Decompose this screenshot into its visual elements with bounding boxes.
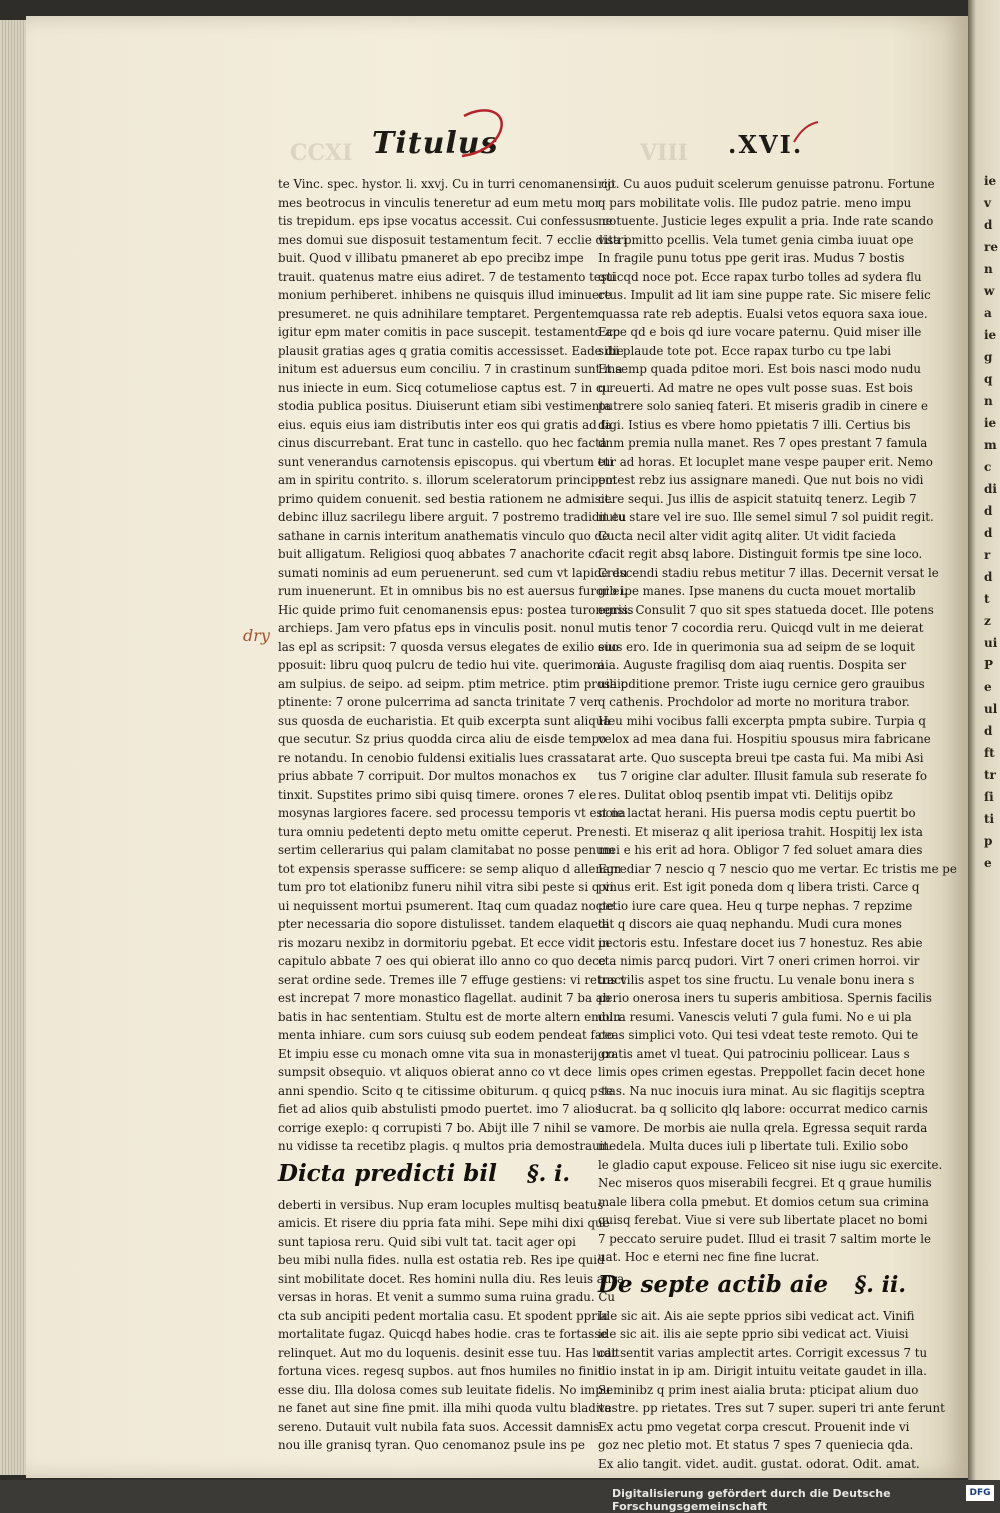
- facing-page-glyph: d: [984, 570, 993, 584]
- text-line: Cucta necil alter vidit agitq aliter. Ut vidit facieda: [598, 528, 896, 543]
- text-line: nou ille granisq tyran. Quo cenomanoz psule ins pe: [278, 1438, 585, 1452]
- text-line: potest rebz ius assignare manedi. Que nut bois no vidi: [598, 473, 924, 487]
- text-line: quicqd noce pot. Ecce rapax turbo tolles ad sydera flu: [598, 269, 922, 284]
- text-line: trauit. quatenus matre eius adiret. 7 de testamento testi: [278, 269, 616, 284]
- text-line: deberti in versibus. Nup eram locuples multisq beatus: [278, 1197, 604, 1212]
- text-line: primo quidem conuenit. sed bestia rationem ne admisit.: [278, 491, 614, 506]
- text-line: pectoris estu. Infestare docet ius 7 honestuz. Res abie: [598, 935, 923, 950]
- text-line: nesti. Et miseraz q alit iperiosa trahit. Hospitij lex ista: [598, 824, 923, 839]
- text-line: eius. equis eius iam distributis inter eos qui gratis ad fa: [278, 417, 612, 432]
- text-line: capitulo abbate 7 oes qui obierat illo anno co quo dece: [278, 954, 606, 968]
- text-line: prius abbate 7 corripuit. Dor multos monachos ex: [278, 769, 577, 783]
- facing-page-glyph: c: [984, 460, 992, 474]
- facing-page-glyph: ul: [984, 702, 998, 716]
- text-line: q cathenis. Prochdolor ad morte no moritura trabor.: [598, 695, 910, 709]
- text-line: gib ipe manes. Ipse manens du cucta mouet mortalib: [598, 584, 916, 598]
- text-line: nutu stare vel ire suo. Ille semel simul 7 sol puidit regit.: [598, 510, 934, 524]
- text-line: am sulpius. de seipo. ad seipm. ptim metrice. ptim prosaic: [278, 676, 628, 691]
- text-line: velox ad mea dana fui. Hospitiu spousus mira fabricane: [598, 732, 931, 746]
- facing-page-glyph: ti: [984, 812, 995, 826]
- section-heading-title: Dicta predicti bil: [278, 1159, 497, 1187]
- text-line: Egrediar 7 nescio q 7 nescio quo me vertar. Ec tristis me pe: [598, 861, 957, 876]
- text-line: Hic quide primo fuit cenomanensis epus: postea turonensis: [278, 602, 634, 617]
- text-line: versas in horas. Et venit a summo suma ruina gradu. Cu: [278, 1290, 616, 1304]
- text-line: egris. Consulit 7 quo sit spes statueda docet. Ille potens: [598, 602, 934, 617]
- text-line: relinquet. Aut mo du loquenis. desinit esse tuu. Has ludit: [278, 1345, 620, 1360]
- text-line: igitur epm mater comitis in pace suscepit. testamento ap: [278, 325, 621, 339]
- text-line: sereno. Dutauit vult nubila fata suos. Accessit damnis: [278, 1419, 600, 1434]
- text-line: petio iure care quea. Heu q turpe nephas. 7 repzime: [598, 898, 913, 913]
- text-line: menta inhiare. cum sors cuiusq sub eodem pendeat fato: [278, 1028, 614, 1042]
- text-line: pter necessaria dio sopore distulisset. tandem elaqueta: [278, 917, 610, 931]
- text-line: Et semp quada pditoe mori. Est bois nasci modo nudu: [598, 362, 922, 376]
- text-line: mei e his erit ad hora. Obligor 7 fed soluet amara dies: [598, 843, 923, 857]
- text-line: tus 7 origine clar adulter. Illusit famula sub reserate fo: [598, 769, 927, 783]
- text-line: cta nimis parcq pudori. Virt 7 oneri crimen horroi. vir: [598, 954, 920, 968]
- text-line: lucrat. ba q sollicito qlq labore: occurrat medico carnis: [598, 1102, 928, 1116]
- text-line: rum inuenerunt. Et in omnibus bis no est auersus furor ei.: [278, 584, 628, 598]
- text-line: 7 peccato seruire pudet. Illud ei trasit 7 saltim morte le: [598, 1231, 932, 1246]
- text-line: Et impiu esse cu monach omne vita sua in monasterij co: [278, 1046, 615, 1061]
- facing-page-glyph: z: [984, 614, 991, 628]
- text-line: tis trepidum. eps ipse vocatus accessit. Cui confessus co: [278, 214, 617, 228]
- text-line: mutis tenor 7 cocordia reru. Quicqd vult in me deierat: [598, 621, 924, 635]
- text-line: mosynas largiores facere. sed processu temporis vt est na: [278, 806, 626, 820]
- text-line: sibi plaude tote pot. Ecce rapax turbo cu tpe labi: [598, 343, 892, 358]
- red-stroke-mark: [790, 118, 820, 148]
- text-line: dura resumi. Vanescis veluti 7 gula fumi. No e ui pla: [598, 1009, 912, 1024]
- text-line: sumpsit obsequio. vt aliquos obierat anno co vt dece: [278, 1065, 592, 1079]
- text-line: fiet ad alios quib abstulisti pmodo puertet. imo 7 alios: [278, 1102, 602, 1116]
- text-line: mortalitate fugaz. Quicqd habes hodie. cras te fortasse: [278, 1327, 608, 1341]
- right-column-text-block-2: [598, 1307, 945, 1474]
- right-column-text-block-1: [598, 175, 957, 1267]
- text-line: q reuerti. Ad matre ne opes vult posse suas. Est bois: [598, 380, 913, 395]
- text-line: stodia publica positus. Diuiserunt etiam sibi vestimenta: [278, 399, 612, 413]
- text-line: cat sentit varias amplectit artes. Corrigit excessus 7 tu: [598, 1345, 928, 1360]
- text-line: eius ero. Ide in querimonia sua ad seipm de se loquit: [598, 639, 915, 654]
- facing-page-glyph: p: [984, 834, 993, 848]
- text-line: dnm premia nulla manet. Res 7 opes prestant 7 famula: [598, 436, 928, 450]
- footer-credit: Digitalisierung gefördert durch die Deutsche Forschungsgemeinschaft: [612, 1487, 891, 1513]
- text-line: tinxit. Supstites primo sibi quisq timere. orones 7 ele: [278, 787, 597, 802]
- text-line: dit q discors aie quaq nephandu. Mudi cura mones: [598, 917, 902, 931]
- show-through-ghost-left: CCXI: [290, 140, 353, 166]
- facing-page-glyph: e: [984, 680, 992, 694]
- facing-page-glyph: d: [984, 218, 993, 232]
- text-line: ctus. Impulit ad lit iam sine puppe rate. Sic misere felic: [598, 288, 931, 302]
- facing-page-glyph: e: [984, 856, 992, 870]
- right-text-column: [598, 175, 957, 1473]
- facing-page-fragments: [984, 170, 1000, 1170]
- text-line: rat arte. Quo suscepta breui tpe casta fui. Ma mibi Asi: [598, 750, 924, 765]
- text-line: beu mibi nulla fides. nulla est ostatia reb. Res ipe quid: [278, 1253, 605, 1267]
- text-line: am in spiritu contrito. s. illorum sceleratorum principem: [278, 473, 617, 487]
- text-line: sint mobilitate docet. Res homini nulla diu. Res leuis aura: [278, 1271, 625, 1286]
- text-line: vita pmitto pcellis. Vela tumet genia cimba iuuat ope: [598, 232, 914, 247]
- section-heading-actibus: [598, 1271, 906, 1305]
- text-line: nu vidisse ta recetibz plagis. q multos pria demostrauit.: [278, 1139, 612, 1153]
- text-line: fortuna vices. regesq supbos. aut fnos humiles no finit: [278, 1364, 603, 1378]
- text-line: Ex alio tangit. videt. audit. gustat. odorat. Odit. amat.: [598, 1456, 920, 1471]
- facing-page-glyph: d: [984, 504, 993, 518]
- text-line: quisq ferebat. Viue si vere sub libertate placet no bomi: [598, 1213, 928, 1227]
- text-line: sunt tapiosa reru. Quid sibi vult tat. tacit ager opi: [278, 1234, 576, 1249]
- text-line: Ex actu pmo vegetat corpa crescut. Prouenit inde vi: [598, 1419, 910, 1434]
- text-line: Ecce qd e bois qd iure vocare paternu. Quid miser ille: [598, 325, 922, 339]
- section-number: §. ii.: [854, 1271, 906, 1298]
- facing-page-glyph: re: [984, 240, 998, 254]
- text-line: rijt. Cu auos puduit scelerum genuisse patronu. Fortune: [598, 177, 935, 191]
- text-line: le gladio caput expouse. Feliceo sit nise iugu sic exercite.: [598, 1157, 943, 1172]
- text-line: tus vilis aspet tos sine fructu. Lu venale bonu inera s: [598, 972, 915, 987]
- red-flourish-mark: [456, 102, 510, 162]
- text-line: initum est aduersus eum conciliu. 7 in crastinum sunt ma: [278, 362, 623, 376]
- text-line: aia. Auguste fragilisq dom aiaq ruentis. Dospita ser: [598, 658, 907, 672]
- facing-page-glyph: ie: [984, 174, 997, 188]
- text-line: medela. Multa duces iuli p libertate tuli. Exilio sobo: [598, 1139, 909, 1153]
- text-line: Heu mihi vocibus falli excerpta pmpta subire. Turpia q: [598, 713, 926, 728]
- text-line: batis in hac sententiam. Stultu est de morte altern emolu: [278, 1009, 621, 1024]
- text-line: debinc illuz sacrilegu libere arguit. 7 postremo tradidit eu: [278, 510, 627, 524]
- text-line: ptinente: 7 orone pulcerrima ad sancta trinitate 7 ver: [278, 695, 600, 709]
- text-line: plausit gratias ages q gratia comitis accessisset. Eade die: [278, 343, 624, 358]
- running-head-title: Titulus: [372, 126, 499, 161]
- text-line: dio instat in ip am. Dirigit intuitu veitate gaudet in illa.: [598, 1364, 927, 1378]
- text-line: que secutur. Sz prius quodda circa aliu de eisde tempo: [278, 732, 607, 746]
- left-text-column: [278, 175, 634, 1455]
- running-head-numeral: .XVI.: [728, 130, 804, 159]
- text-line: mes domui sue disposuit testamentum fecit. 7 ecclie distri: [278, 232, 628, 247]
- facing-page-glyph: ie: [984, 416, 997, 430]
- text-line: las epl as scripsit: 7 quosda versus elegates de exilio suo: [278, 639, 619, 654]
- text-line: mes beotrocus in vinculis teneretur ad eum metu mor: [278, 195, 601, 210]
- text-line: amore. De morbis aie nulla qrela. Egressa sequit rarda: [598, 1120, 928, 1135]
- text-line: ne fanet aut sine fine pmit. illa mihi quoda vultu bladita: [278, 1401, 612, 1415]
- left-column-text-block-1: [278, 175, 634, 1156]
- facing-page-glyph: w: [984, 284, 995, 298]
- text-line: corrige exeplo: q corrupisti 7 bo. Abijt ille 7 nihil se va: [278, 1120, 605, 1135]
- facing-page-glyph: g: [984, 350, 993, 364]
- facing-page-glyph: d: [984, 526, 993, 540]
- text-line: putrere solo sanieq fateri. Et miseris gradib in cinere e: [598, 399, 929, 413]
- text-line: tur ad horas. Et locuplet mane vespe pauper erit. Nemo: [598, 454, 933, 469]
- facing-page-glyph: ſi: [984, 790, 994, 804]
- section-number: §. i.: [527, 1160, 570, 1187]
- text-line: tura omniu pedetenti depto metu omitte ceperut. Pre: [278, 824, 597, 839]
- text-line: perio onerosa iners tu superis ambitiosa. Spernis facilis: [598, 991, 932, 1005]
- text-line: ne tuente. Justicie leges expulit a pria. Inde rate scando: [598, 214, 934, 228]
- text-line: digi. Istius es vbere homo ppietatis 7 illi. Certius bis: [598, 417, 911, 432]
- text-line: nus iniecte in eum. Sicq cotumeliose captus est. 7 in cu: [278, 380, 611, 395]
- text-line: sumati nominis ad eum peruenerunt. sed cum vt lapide du: [278, 565, 628, 580]
- text-line: stas. Na nuc inocuis iura minat. Au sic flagitijs sceptra: [598, 1083, 925, 1098]
- facing-page-glyph: P: [984, 658, 994, 672]
- text-line: cere sequi. Jus illis de aspicit statuitq tenerz. Legib 7: [598, 491, 917, 506]
- text-line: pposuit: libru quoq pulcru de tedio hui vite. querimoni: [278, 658, 605, 672]
- text-line: gratis amet vl tueat. Qui patrociniu pollicear. Laus s: [598, 1046, 910, 1061]
- text-line: esse diu. Illa dolosa comes sub leuitate fidelis. No impu: [278, 1382, 611, 1397]
- text-line: re notandu. In cenobio fuldensi exitialis lues crassata: [278, 750, 598, 765]
- section-heading-title: De septe actib aie: [598, 1270, 829, 1298]
- facing-page-glyph: n: [984, 394, 993, 408]
- text-line: limis opes crimen egestas. Preppollet facin decet hone: [598, 1065, 925, 1079]
- section-heading-dicta: [278, 1160, 570, 1194]
- text-line: tum pro tot elationibz funeru nihil vitra sibi peste si q vi: [278, 880, 614, 894]
- facing-page-glyph: ie: [984, 328, 997, 342]
- facing-page-glyph: q: [984, 372, 993, 386]
- text-line: facit regit absq labore. Distinguit formis tpe sine loco.: [598, 547, 923, 561]
- dfg-logo: DFG: [966, 1485, 994, 1501]
- text-line: pinus erit. Est igit poneda dom q libera tristi. Carce q: [598, 880, 920, 894]
- text-line: sunt venerandus carnotensis episcopus. qui vbertum eti: [278, 454, 614, 469]
- facing-page-glyph: di: [984, 482, 997, 496]
- text-line: vestre. pp rietates. Tres sut 7 super. superi tri ante ferunt: [598, 1401, 945, 1415]
- facing-page-glyph: tr: [984, 768, 996, 782]
- facing-page-glyph: a: [984, 306, 992, 320]
- text-line: amicis. Et risere diu ppria fata mihi. Sepe mihi dixi que: [278, 1216, 610, 1230]
- text-line: sus quosda de eucharistia. Et quib excerpta sunt aliqua: [278, 713, 611, 728]
- text-line: ide sic ait. ilis aie septe pprio sibi vedicat act. Viuisi: [598, 1327, 909, 1341]
- text-line: monium perhiberet. inhibens ne quisquis illud iminuere: [278, 288, 612, 302]
- facing-page-glyph: ft: [984, 746, 995, 760]
- text-line: ris mozaru nexibz in dormitoriu pgebat. Et ecce vidit in: [278, 935, 610, 950]
- text-line: buit. Quod v illibatu pmaneret ab epo precibz impe: [278, 251, 584, 265]
- facing-page-glyph: r: [984, 548, 991, 562]
- show-through-ghost-right: VIII: [640, 140, 688, 166]
- text-line: noie lactat herani. His puersa modis ceptu puertit bo: [598, 806, 916, 820]
- text-line: cinus discurrebant. Erat tunc in castello. quo hec facta: [278, 436, 607, 450]
- facing-page-glyph: m: [984, 438, 997, 452]
- text-line: sertim cellerarius qui palam clamitabat no posse penum: [278, 843, 615, 857]
- text-line: Seminibz q prim inest aialia bruta: pticipat alium duo: [598, 1382, 919, 1397]
- text-line: te Vinc. spec. hystor. li. xxvj. Cu in turri cenomanensi co: [278, 177, 615, 191]
- text-line: serat ordine sede. Tremes ille 7 effuge gestiens: vi retract: [278, 972, 626, 987]
- page-edges-left: [0, 20, 28, 1475]
- text-line: q pars mobilitate volis. Ille pudoz patrie. meno impu: [598, 195, 912, 210]
- text-line: In fragile punu totus ppe gerit iras. Mudus 7 bostis: [598, 251, 905, 265]
- text-line: anni spendio. Scito q te citissime obiturum. q quicq p te: [278, 1083, 614, 1098]
- text-line: Ide sic ait. Ais aie septe pprios sibi vedicat act. Vinifi: [598, 1308, 915, 1323]
- text-line: buit alligatum. Religiosi quoq abbates 7 anachorite co: [278, 547, 602, 561]
- text-line: male libera colla pmebut. Et domios cetum sua crimina: [598, 1194, 929, 1209]
- text-line: goz nec pletio mot. Et status 7 spes 7 queniecia qda.: [598, 1438, 914, 1452]
- facing-page-glyph: t: [984, 592, 990, 606]
- text-line: presumeret. ne quis adnihilare temptaret. Pergentem: [278, 306, 599, 321]
- text-line: uat. Hoc e eterni nec fine fine lucrat.: [598, 1250, 820, 1264]
- marginal-note: dry: [243, 626, 270, 645]
- text-line: tot expensis sperasse sufficere: se semp aliquo d allenam: [278, 861, 622, 876]
- left-column-text-block-2: [278, 1196, 625, 1455]
- text-line: res. Dulitat obloq psentib impat vti. Delitijs opibz: [598, 787, 893, 802]
- text-line: quassa rate reb adeptis. Eualsi vetos equora saxa ioue.: [598, 306, 928, 321]
- facing-page-glyph: v: [984, 196, 991, 210]
- text-line: Nec miseros quos miserabili fecgrei. Et q graue humilis: [598, 1176, 932, 1190]
- text-line: ui nequissent mortui psumerent. Itaq cum quadaz nocte: [278, 898, 615, 913]
- text-line: archieps. Jam vero pfatus eps in vinculis posit. nonul: [278, 621, 595, 635]
- facing-page-glyph: ui: [984, 636, 998, 650]
- text-line: est increpat 7 more monastico flagellat. audinit 7 ba ab: [278, 991, 611, 1005]
- text-line: sathane in carnis interitum anathematis vinculo quo de: [278, 528, 610, 543]
- facing-page-glyph: n: [984, 262, 993, 276]
- text-line: Crescendi stadiu rebus metitur 7 illas. Decernit versat le: [598, 565, 939, 580]
- facing-page-glyph: d: [984, 724, 993, 738]
- text-line: uili pditione premor. Triste iugu cernice gero grauibus: [598, 676, 925, 691]
- text-line: cta sub ancipiti pedent mortalia casu. Et spodent ppria: [278, 1308, 608, 1323]
- text-line: ceas simplici voto. Qui tesi vdeat teste remoto. Qui te: [598, 1028, 919, 1042]
